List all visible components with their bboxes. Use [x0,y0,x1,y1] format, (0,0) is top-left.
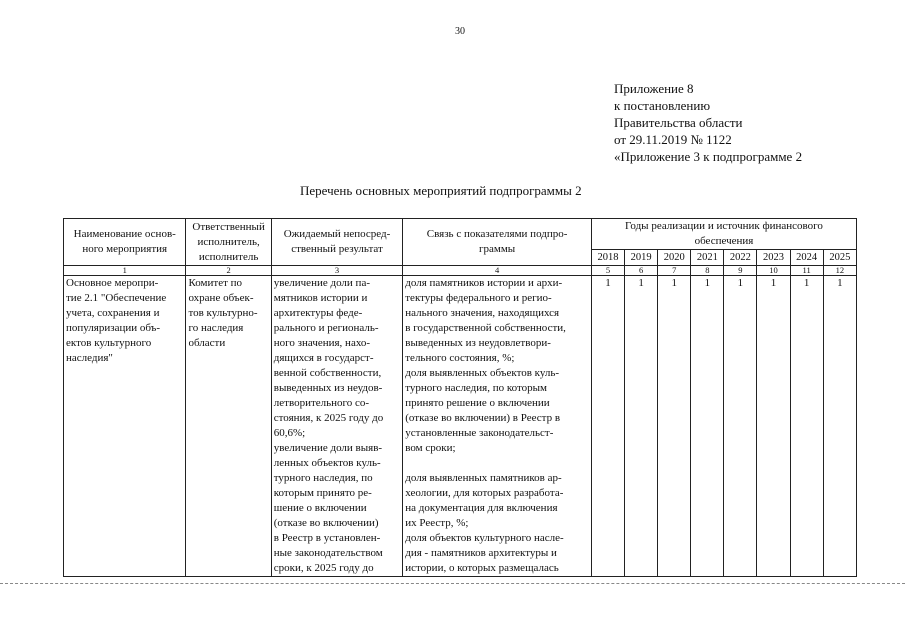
column-number: 3 [271,266,402,276]
year-header: 2023 [757,250,790,266]
appendix-line: Приложение 8 [614,81,694,96]
cell-year-value: 1 [625,276,658,577]
scan-fold-line [0,583,905,584]
year-header: 2020 [658,250,691,266]
header-years-group: Годы реализации и источник финансового обеспечения [591,219,856,250]
column-number: 5 [591,266,624,276]
column-number: 1 [64,266,186,276]
cell-year-value: 1 [724,276,757,577]
header-row [64,219,857,250]
column-number: 4 [403,266,592,276]
cell-year-value: 1 [757,276,790,577]
measures-table [63,218,857,577]
page-number: 30 [455,26,465,37]
year-header: 2018 [591,250,624,266]
column-number-row [64,266,857,276]
year-header: 2024 [790,250,823,266]
header-indicator-link: Связь с показателями подпро- граммы [403,219,592,266]
cell-measure-name: Основное меропри- тие 2.1 "Обеспечение учета, сохранения и популяризации объ- ектов культурного наследия" [64,276,186,577]
column-number: 11 [790,266,823,276]
appendix-line: к постановлению [614,98,711,113]
cell-year-value: 1 [823,276,856,577]
column-number: 10 [757,266,790,276]
column-number: 7 [658,266,691,276]
cell-indicator-link: доля памятников истории и архи- тектуры федерального и регио- нального значения, находящихся в государственной собственности, выведенных из неудовлетвори- тельного состояния, %; доля выявленных объектов куль- турного наследия, по которым принято решение о включении (отказе во включении) в Реестр в установленные законодательст- вом сроки; доля выявленных памятников ар- хеологии, для которых разработа- на документация для включения их Реестр, %; доля объектов культурного насле- дия - памятников архитектуры и истории, о которых размещалась [403,276,592,577]
appendix-line: Правительства области [614,115,743,130]
cell-responsible: Комитет по охране объек- тов культурно- го наследия области [186,276,271,577]
column-number: 12 [823,266,856,276]
column-number: 9 [724,266,757,276]
cell-year-value: 1 [790,276,823,577]
cell-year-value: 1 [591,276,624,577]
header-responsible: Ответственный исполнитель, исполнитель [186,219,271,266]
column-number: 2 [186,266,271,276]
cell-year-value: 1 [658,276,691,577]
appendix-line: «Приложение 3 к подпрограмме 2 [614,149,803,164]
cell-year-value: 1 [691,276,724,577]
year-header: 2021 [691,250,724,266]
column-number: 6 [625,266,658,276]
year-header: 2025 [823,250,856,266]
table-row [64,276,857,577]
year-header: 2019 [625,250,658,266]
year-header: 2022 [724,250,757,266]
header-expected-result: Ожидаемый непосред- ственный результат [271,219,402,266]
appendix-line: от 29.11.2019 № 1122 [614,132,732,147]
document-title: Перечень основных мероприятий подпрограммы 2 [300,183,582,198]
header-measure-name: Наименование основ- ного мероприятия [64,219,186,266]
column-number: 8 [691,266,724,276]
cell-expected-result: увеличение доли па- мятников истории и архитектуры феде- рального и региональ- ного значения, нахо- дящихся в государст- венной собственности, выведенных из неудов- летворительного со- стояния, к 2025 году до 60,6%; увеличение доли выяв- ленных объектов куль- турного наследия, по которым принято ре- шение о включении (отказе во включении) в Реестр в установлен- ные законодательством сроки, к 2025 году до [271,276,402,577]
appendix-block [614,80,802,165]
